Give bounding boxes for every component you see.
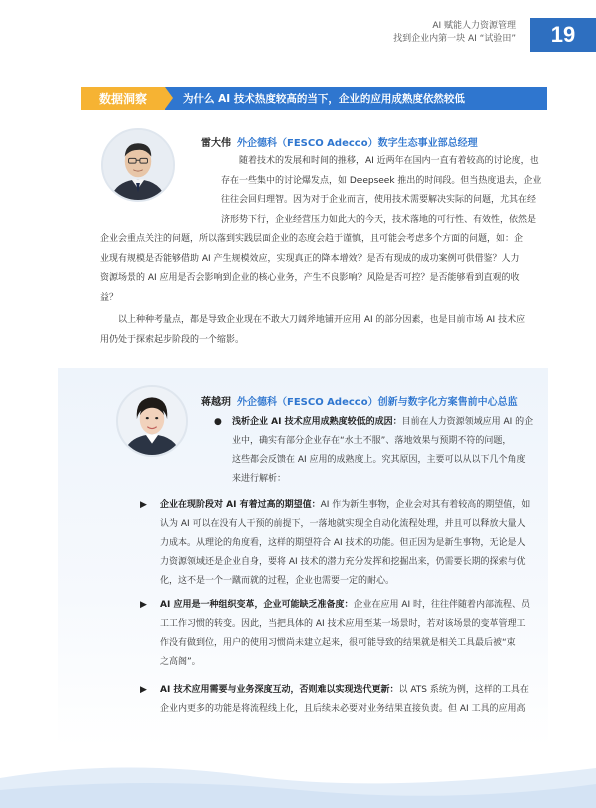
expert-2-intro-line: 这些都会反馈在 AI 应用的成熟度上。究其原因，主要可以从以下几个角度 [232, 455, 526, 465]
triangle-bullet-icon: ▶ [140, 500, 147, 510]
bullet-dot-icon: ● [214, 417, 222, 427]
point-2-bold: AI 应用是一种组织变革，企业可能缺乏准备度： [160, 600, 354, 610]
point-1-line: 力资源领域还是企业自身，要将 AI 技术的潜力充分发挥和挖掘出来，仍需要长期的探索与优 [160, 557, 526, 567]
triangle-bullet-icon: ▶ [140, 685, 147, 695]
expert-2-intro [232, 413, 544, 489]
running-header [256, 20, 516, 46]
point-2-line: 工工作习惯的转变。因此，当把具体的 AI 技术应用至某一场景时，若对该场景的变革管理工 [160, 619, 526, 629]
expert-2-intro-line: 来进行解析： [232, 474, 287, 484]
footer-wave-decoration [0, 738, 596, 808]
point-1-bold: 企业在现阶段对 AI 有着过高的期望值： [160, 500, 321, 510]
expert-2-role: 外企德科（FESCO Adecco）创新与数字化方案售前中心总监 [237, 397, 518, 408]
point-3 [160, 681, 546, 719]
section-tag: 数据洞察 [81, 87, 165, 110]
expert-1-paragraph-full [100, 230, 546, 350]
point-1-line: 认为 AI 可以在没有人干预的前提下，一落地就实现全自动化流程处理，并且可以释放大量人 [160, 519, 526, 529]
point-2-line: 之高阁”。 [160, 657, 201, 667]
expert-1-line: 存在一些集中的讨论爆发点，如 Deepseek 推出的时间段。但当热度退去，企业 [221, 175, 542, 186]
expert-2-intro-line: 目前在人力资源领域应用 AI 的企 [401, 417, 534, 427]
point-2-line: 作没有做到位，用户的使用习惯尚未建立起来，很可能导致的结果就是相关工具最后被“束 [160, 638, 516, 648]
header-line-2: 找到企业内第一块 AI “试验田” [393, 34, 516, 44]
expert-1-line: 用仍处于探索起步阶段的一个缩影。 [100, 334, 245, 345]
expert-2-name: 蒋越玥 [201, 397, 231, 408]
expert-1-line: 资源场景的 AI 应用是否会影响到企业的核心业务，产生不良影响？风险是否可控？是否能够看到直观的收 [100, 273, 520, 283]
triangle-bullet-icon: ▶ [140, 600, 147, 610]
point-1-line: 力成本。从理论的角度看，这样的期望符合 AI 技术的功能。但正因为是新生事物，无论是人 [160, 538, 526, 548]
expert-2-intro-line: 业中，确实有部分企业存在“水土不服”、落地效果与预期不符的问题， [232, 436, 512, 446]
expert-1-heading [201, 134, 478, 149]
page-number: 19 [530, 18, 596, 52]
expert-2-photo [116, 385, 188, 457]
section-banner [81, 87, 547, 110]
expert-1-role: 外企德科（FESCO Adecco）数字生态事业部总经理 [237, 138, 478, 149]
point-2 [160, 596, 546, 672]
expert-2-heading [201, 393, 518, 408]
expert-1-line: 往往会回归理智。因为对于企业而言，使用技术需要解决实际的问题，尤其在经 [221, 195, 537, 205]
expert-1-line: 随着技术的发展和时间的推移，AI 近两年在国内一直有着较高的讨论度，也 [239, 156, 539, 166]
expert-1-line: 企业会重点关注的问题，所以落到实践层面企业的态度会趋于谨慎，且可能会考虑多个方面的问题，如：企 [100, 234, 524, 244]
expert-1-line: 业现有规模是否能够借助 AI 产生规模效应，实现真正的降本增效？是否有现成的成功案例可供借鉴？人力 [100, 253, 520, 264]
expert-1-photo [101, 128, 175, 202]
section-title: 为什么 AI 技术热度较高的当下，企业的应用成熟度依然较低 [183, 93, 465, 105]
point-2-line: 企业在应用 AI 时，往往伴随着内部流程、员 [353, 600, 530, 610]
expert-1-paragraph-indented [221, 152, 543, 230]
point-1-line: AI 作为新生事物，企业会对其有着较高的期望值，如 [320, 500, 531, 510]
point-1 [160, 496, 546, 591]
header-line-1: AI 赋能人力资源管理 [432, 21, 516, 31]
expert-1-line: 以上种种考量点，都是导致企业现在不敢大刀阔斧地铺开应用 AI 的部分因素，也是目前市场 AI 技术应 [118, 315, 526, 325]
expert-1-name: 雷大伟 [201, 138, 231, 149]
expert-2-intro-bold: 浅析企业 AI 技术应用成熟度较低的成因： [232, 417, 402, 427]
point-3-bold: AI 技术应用需要与业务深度互动，否则难以实现迭代更新： [160, 685, 399, 695]
expert-1-line: 济形势下行，企业经营压力如此大的今天，技术落地的可行性、有效性，依然是 [221, 214, 537, 225]
expert-1-line: 益？ [100, 292, 119, 303]
point-1-line: 化，这不是一个一蹴而就的过程，企业也需要一定的耐心。 [160, 576, 395, 586]
point-3-line: 以 ATS 系统为例，这样的工具在 [398, 685, 529, 695]
point-3-line: 企业内更多的功能是将流程线上化，且后续未必要对业务结果直接负责。但 AI 工具的应用高 [160, 704, 526, 714]
